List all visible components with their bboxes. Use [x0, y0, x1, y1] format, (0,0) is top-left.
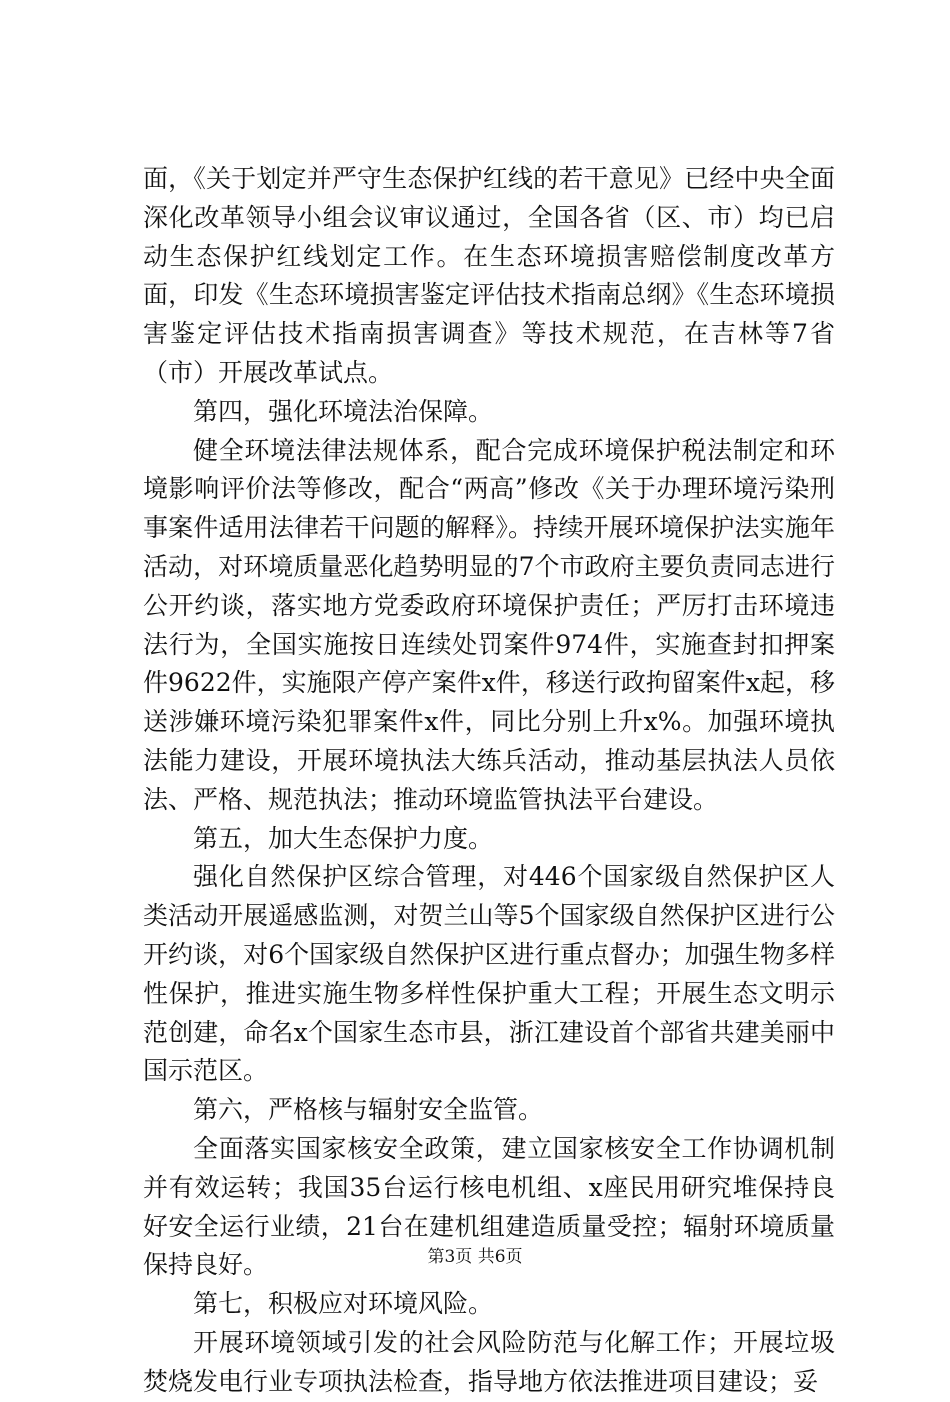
paragraph-legal-system: 健全环境法律法规体系，配合完成环境保护税法制定和环境影响评价法等修改，配合“两高”修改《关于办理环境污染刑事案件适用法律若干问题的解释》。持续开展环境保护法实施年活动，对环境质量恶化趋势明显的7个市政府主要负责同志进行公开约谈，落实地方党委政府环境保护责任；严厉打击环境违法行为，全国实施按日连续处罚案件974件，实施查封扣押案件9622件，实施限产停产案件x件，移送行政拘留案件x起，移送涉嫌环境污染犯罪案件x件，同比分别上升x%。加强环境执法能力建设，开展环境执法大练兵活动，推动基层执法人员依法、严格、规范执法；推动环境监管执法平台建设。: [143, 435, 835, 814]
section-heading-7: 第七，积极应对环境风险。: [193, 1289, 494, 1319]
paragraph-nuclear-safety: 全面落实国家核安全政策，建立国家核安全工作协调机制并有效运转；我国35台运行核电机组、x座民用研究堆保持良好安全运行业绩，21台在建机组建造质量受控；辐射环境质量保持良好。: [143, 1133, 835, 1280]
page-number-footer: 第3页 共6页: [427, 1247, 523, 1267]
paragraph-environmental-risk: 开展环境领域引发的社会风险防范与化解工作；开展垃圾焚烧发电行业专项执法检查，指导地方依法推进项目建设；妥: [143, 1327, 835, 1396]
paragraph-ecological-protection: 强化自然保护区综合管理，对446个国家级自然保护区人类活动开展遥感监测，对贺兰山等5个国家级自然保护区进行公开约谈，对6个国家级自然保护区进行重点督办；加强生物多样性保护，推进实施生物多样性保护重大工程；开展生态文明示范创建，命名x个国家生态市县，浙江建设首个部省共建美丽中国示范区。: [143, 862, 835, 1086]
document-body: [143, 160, 835, 1402]
section-heading-6: 第六，严格核与辐射安全监管。: [193, 1095, 544, 1125]
section-heading-4: 第四，强化环境法治保障。: [193, 396, 494, 426]
paragraph-continuation: 面，《关于划定并严守生态保护红线的若干意见》已经中央全面深化改革领导小组会议审议通过，全国各省（区、市）均已启动生态保护红线划定工作。在生态环境损害赔偿制度改革方面，印发《生态环境损害鉴定评估技术指南总纲》《生态环境损害鉴定评估技术指南损害调查》等技术规范，在吉林等7省（市）开展改革试点。: [143, 164, 835, 387]
section-heading-5: 第五，加大生态保护力度。: [193, 823, 494, 853]
